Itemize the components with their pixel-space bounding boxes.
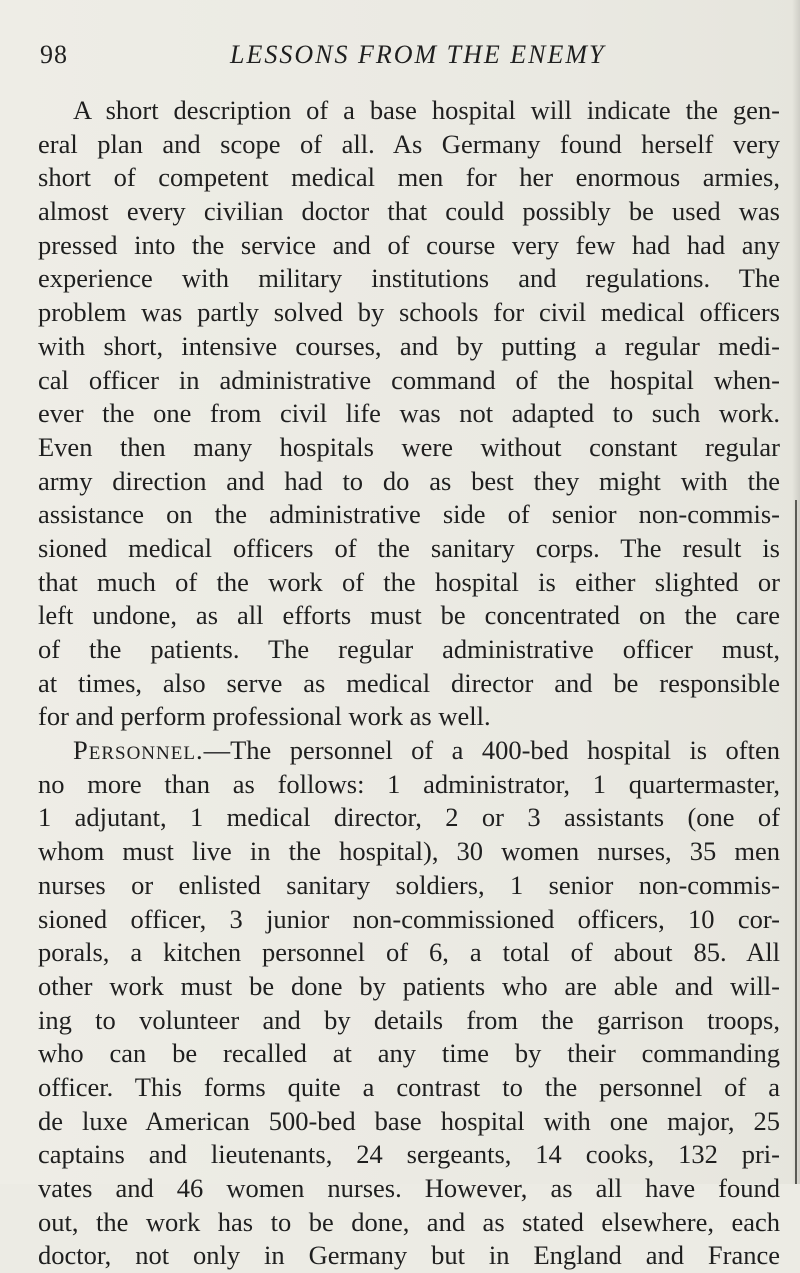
text-line: de luxe American 500-bed base hospital with one major, 25: [38, 1105, 780, 1136]
text-line: sioned officer, 3 junior non-commissioned officers, 10 cor-: [38, 903, 780, 934]
text-line: problem was partly solved by schools for civil medical officers: [38, 297, 780, 328]
text-line: other work must be done by patients who are able and will-: [38, 970, 780, 1001]
text-line: of the patients. The regular administrative officer must,: [38, 634, 780, 664]
text-line: vates and 46 women nurses. However, as all have found: [38, 1173, 780, 1203]
text-line: sioned medical officers of the sanitary corps. The result is: [38, 532, 780, 563]
text-line: 1 adjutant, 1 medical director, 2 or 3 assistants (one of: [38, 802, 780, 833]
text-line: at times, also serve as medical director and be responsible: [38, 667, 780, 698]
running-head: [20, 40, 780, 80]
text-line: officer. This forms quite a contrast to the personnel of a: [38, 1071, 780, 1102]
section-heading-personnel: Personnel.: [73, 735, 204, 766]
text-line: for and perform professional work as well.: [38, 701, 491, 732]
text-line: Even then many hospitals were without constant regular: [38, 431, 780, 462]
running-title: LESSONS FROM THE ENEMY: [230, 40, 606, 69]
text-line: with short, intensive courses, and by putting a regular medi-: [38, 330, 780, 361]
text-line: no more than as follows: 1 administrator, 1 quartermaster,: [38, 768, 780, 799]
text-line: A short description of a base hospital will indicate the gen-: [73, 95, 780, 125]
body-text: [38, 94, 780, 1273]
text-line: almost every civilian doctor that could possibly be used was: [38, 196, 780, 227]
text-line: left undone, as all efforts must be concentrated on the care: [38, 600, 780, 631]
text-line: cal officer in administrative command of the hospital when-: [38, 364, 780, 395]
text-line: that much of the work of the hospital is either slighted or: [38, 566, 780, 597]
text-line: ever the one from civil life was not adapted to such work.: [38, 398, 780, 429]
text-line: short of competent medical men for her enormous armies,: [38, 162, 780, 193]
page-number: 98: [40, 40, 68, 69]
personnel-paragraph-start: [38, 734, 780, 768]
text-line: whom must live in the hospital), 30 women nurses, 35 men: [38, 836, 780, 867]
text-line: captains and lieutenants, 24 sergeants, 14 cooks, 132 pri-: [38, 1139, 780, 1170]
text-line: assistance on the administrative side of senior non-commis-: [38, 499, 780, 530]
text-line: eral plan and scope of all. As Germany found herself very: [38, 128, 780, 159]
text-line: out, the work has to be done, and as stated elsewhere, each: [38, 1206, 780, 1237]
text-line: ing to volunteer and by details from the garrison troops,: [38, 1004, 780, 1035]
text-line: experience with military institutions and regulations. The: [38, 263, 780, 294]
page-edge-line: [795, 500, 797, 1184]
text-line: doctor, not only in Germany but in England and France: [38, 1240, 780, 1271]
text-fragment: —The personnel of a 400-bed hospital is often: [203, 735, 780, 766]
text-line: nurses or enlisted sanitary soldiers, 1 senior non-commis-: [38, 869, 780, 900]
text-line: porals, a kitchen personnel of 6, a total of about 85. All: [38, 937, 780, 968]
text-line: pressed into the service and of course very few had had any: [38, 229, 780, 260]
text-line: who can be recalled at any time by their commanding: [38, 1038, 780, 1069]
text-line: army direction and had to do as best they might with the: [38, 465, 780, 496]
